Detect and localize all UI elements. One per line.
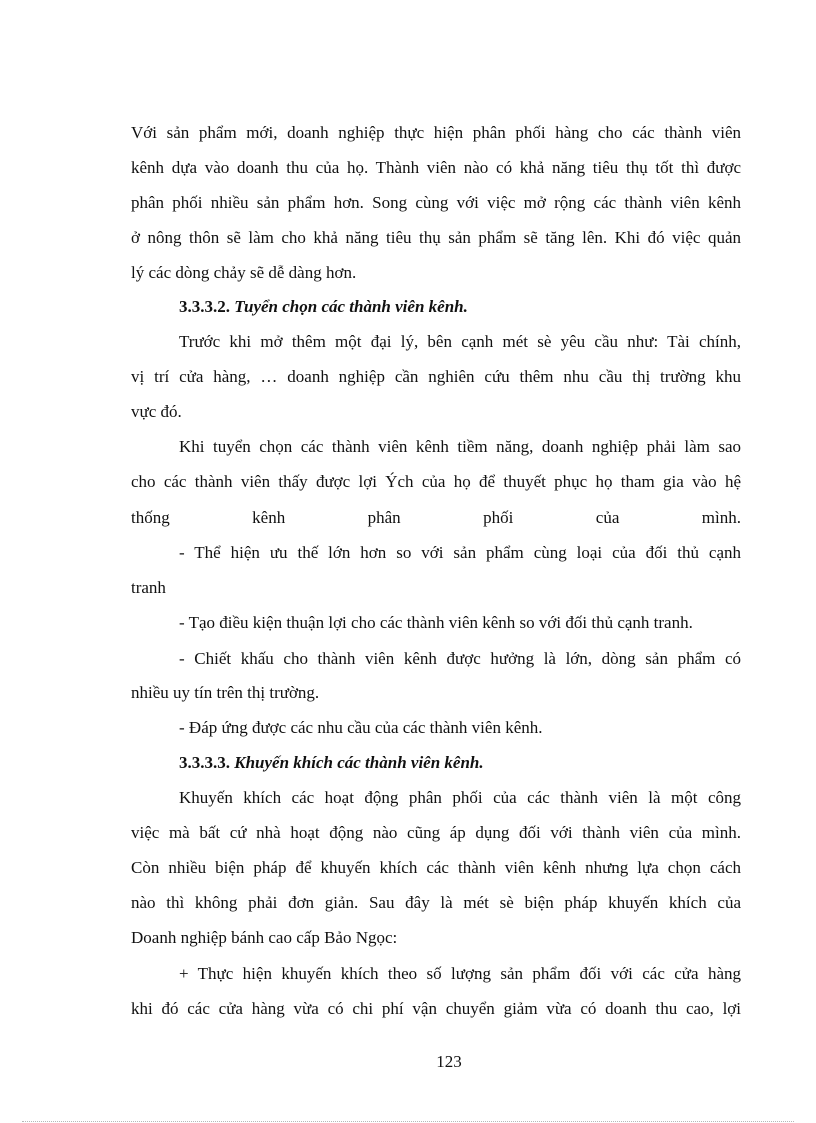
bullet-line: - Chiết khấu cho thành viên kênh được hưởng là lớn, dòng sản phẩm có	[179, 649, 741, 668]
heading-number: 3.3.3.3.	[179, 753, 230, 772]
paragraph-line: Khi tuyển chọn các thành viên kênh tiềm năng, doanh nghiệp phải làm sao	[179, 437, 741, 456]
paragraph-line: ở nông thôn sẽ làm cho khả năng tiêu thụ sản phẩm sẽ tăng lên. Khi đó việc quản	[131, 228, 741, 247]
paragraph-line: Với sản phẩm mới, doanh nghiệp thực hiện phân phối hàng cho các thành viên	[131, 123, 741, 142]
page-bottom-rule	[22, 1121, 794, 1122]
paragraph-line: Doanh nghiệp bánh cao cấp Bảo Ngọc:	[131, 928, 398, 947]
paragraph-line: kênh dựa vào doanh thu của họ. Thành viên nào có khả năng tiêu thụ tốt thì được	[131, 158, 741, 177]
bullet-line: - Thể hiện ưu thế lớn hơn so với sản phẩm cùng loại của đối thủ cạnh	[179, 543, 741, 562]
bullet-line: tranh	[131, 578, 166, 597]
paragraph-line: lý các dòng chảy sẽ dễ dàng hơn.	[131, 263, 357, 282]
paragraph-line: nào thì không phải đơn giản. Sau đây là mét sè biện pháp khuyến khích của	[131, 893, 741, 912]
paragraph-line: thống kênh phân phối của mình.	[131, 508, 741, 527]
paragraph-line: cho các thành viên thấy được lợi Ých của họ để thuyết phục họ tham gia vào hệ	[131, 472, 741, 491]
heading-number: 3.3.3.2.	[179, 297, 230, 316]
page-number: 123	[436, 1052, 462, 1071]
paragraph-line: việc mà bất cứ nhà hoạt động nào cũng áp dụng đối với thành viên của mình.	[131, 823, 741, 842]
paragraph-line: vị trí cửa hàng, … doanh nghiệp cần nghiên cứu thêm nhu cầu thị trường khu	[131, 367, 741, 386]
heading-title: Tuyển chọn các thành viên kênh.	[234, 297, 468, 316]
bullet-line: - Đáp ứng được các nhu cầu của các thành viên kênh.	[179, 718, 543, 737]
paragraph-line: phân phối nhiều sản phẩm hơn. Song cùng với việc mở rộng các thành viên kênh	[131, 193, 741, 212]
paragraph-line: Còn nhiều biện pháp để khuyến khích các thành viên kênh nhưng lựa chọn cách	[131, 858, 741, 877]
paragraph-line: Khuyến khích các hoạt động phân phối của các thành viên là một công	[179, 788, 741, 807]
paragraph-line: khi đó các cửa hàng vừa có chi phí vận chuyển giảm vừa có doanh thu cao, lợi	[131, 999, 741, 1018]
section-heading-3-3-3-3	[179, 752, 741, 774]
bullet-line: nhiều uy tín trên thị trường.	[131, 683, 320, 702]
paragraph-line: + Thực hiện khuyến khích theo số lượng sản phẩm đối với các cửa hàng	[179, 964, 741, 983]
section-heading-3-3-3-2	[179, 296, 741, 318]
bullet-line: - Tạo điều kiện thuận lợi cho các thành viên kênh so với đối thủ cạnh tranh.	[179, 613, 693, 632]
heading-title: Khuyến khích các thành viên kênh.	[234, 753, 484, 772]
paragraph-line: vực đó.	[131, 402, 182, 421]
paragraph-line: Trước khi mở thêm một đại lý, bên cạnh mét sè yêu cầu như: Tài chính,	[179, 332, 741, 351]
